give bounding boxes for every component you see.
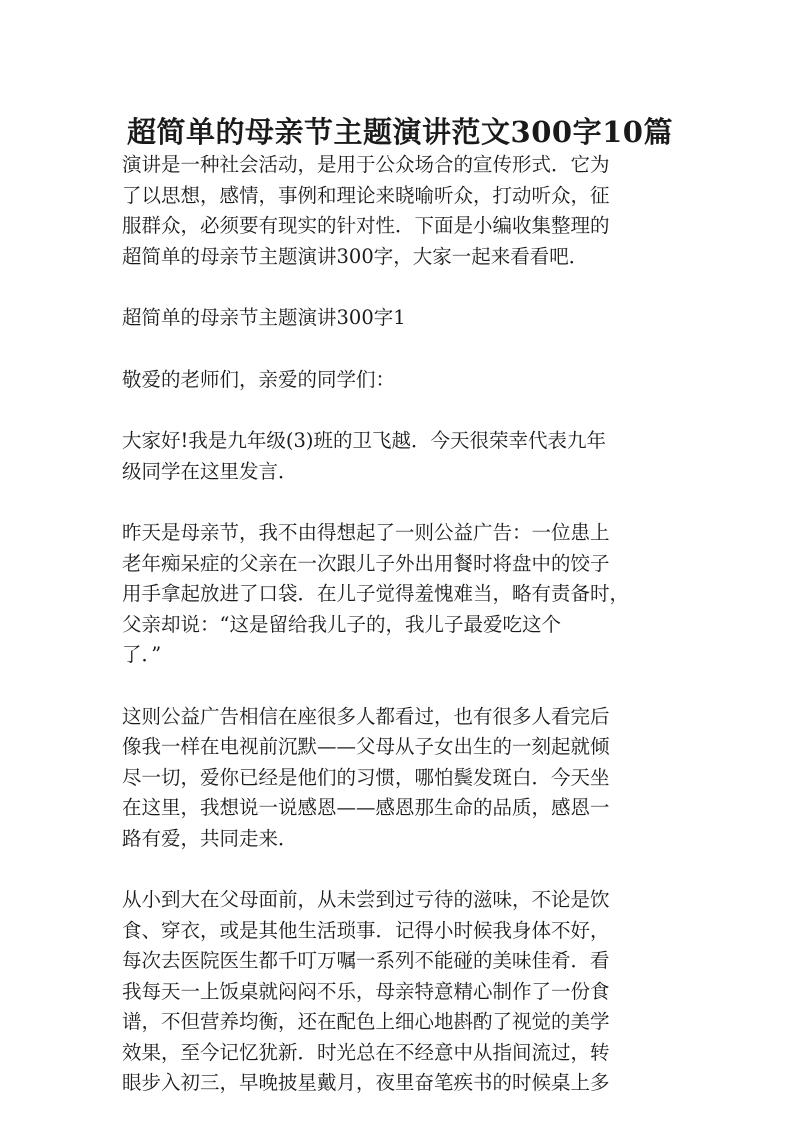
paragraph-1-line: 级同学在这里发言． xyxy=(122,459,298,483)
paragraph-1-line: 大家好!我是九年级(3)班的卫飞越．今天很荣幸代表九年 xyxy=(122,429,606,452)
paragraph-4-line: 效果，至今记忆犹新．时光总在不经意中从指间流过，转 xyxy=(122,1040,610,1064)
paragraph-2-line: 用手拿起放进了口袋．在儿子觉得羞愧难当，略有责备时， xyxy=(122,582,630,605)
paragraph-4-line: 我每天一上饭桌就闷闷不乐，母亲特意精心制作了一份食 xyxy=(122,979,610,1003)
paragraph-gap xyxy=(122,487,682,518)
paragraph-2-line: 老年痴呆症的父亲在一次跟儿子外出用餐时将盘中的饺子 xyxy=(122,551,610,575)
paragraph-gap xyxy=(122,854,682,885)
paragraph-2-line: 父亲却说：“这是留给我儿子的，我儿子最爱吃这个 xyxy=(122,612,561,636)
intro-line: 超简单的母亲节主题演讲300字，大家一起来看看吧． xyxy=(122,244,589,268)
paragraph-3-line: 像我一样在电视前沉默——父母从子女出生的一刻起就倾 xyxy=(122,735,610,758)
section-heading: 超简单的母亲节主题演讲300字1 xyxy=(122,306,406,329)
paragraph-3-line: 尽一切，爱你已经是他们的习惯，哪怕鬓发斑白．今天坐 xyxy=(122,765,610,789)
greeting: 敬爱的老师们，亲爱的同学们： xyxy=(122,367,396,391)
paragraph-4-line: 从小到大在父母面前，从未尝到过亏待的滋味，不论是饮 xyxy=(122,888,610,911)
paragraph-gap xyxy=(122,671,682,702)
paragraph-3-line: 路有爱，共同走来． xyxy=(122,826,298,850)
paragraph-3-line: 这则公益广告相信在座很多人都看过，也有很多人看完后 xyxy=(122,704,610,728)
paragraph-4-line: 眼步入初三，早晚披星戴月，夜里奋笔疾书的时候桌上多 xyxy=(122,1071,610,1094)
paragraph-4-line: 每次去医院医生都千叮万嘱一系列不能碰的美味佳肴．看 xyxy=(122,949,610,972)
document-title: 超简单的母亲节主题演讲范文300字10篇 xyxy=(127,115,673,149)
paragraph-3-line: 在这里，我想说一说感恩——感恩那生命的品质，感恩一 xyxy=(122,796,610,819)
paragraph-gap xyxy=(122,395,682,426)
paragraph-gap xyxy=(122,334,682,365)
paragraph-gap xyxy=(122,272,682,303)
intro-line: 演讲是一种社会活动，是用于公众场合的宣传形式．它为 xyxy=(122,153,610,176)
paragraph-2-line: 昨天是母亲节，我不由得想起了一则公益广告：一位患上 xyxy=(122,521,610,544)
paragraph-2-line: 了．” xyxy=(122,643,162,666)
paragraph-4-line: 谱，不但营养均衡，还在配色上细心地斟酌了视觉的美学 xyxy=(122,1010,610,1033)
intro-line: 了以思想，感情，事例和理论来晓喻听众，打动听众，征 xyxy=(122,183,610,207)
paragraph-4-line: 食、穿衣，或是其他生活琐事．记得小时候我身体不好， xyxy=(122,918,610,942)
intro-line: 服群众，必须要有现实的针对性．下面是小编收集整理的 xyxy=(122,214,610,237)
document-body xyxy=(122,150,682,1099)
